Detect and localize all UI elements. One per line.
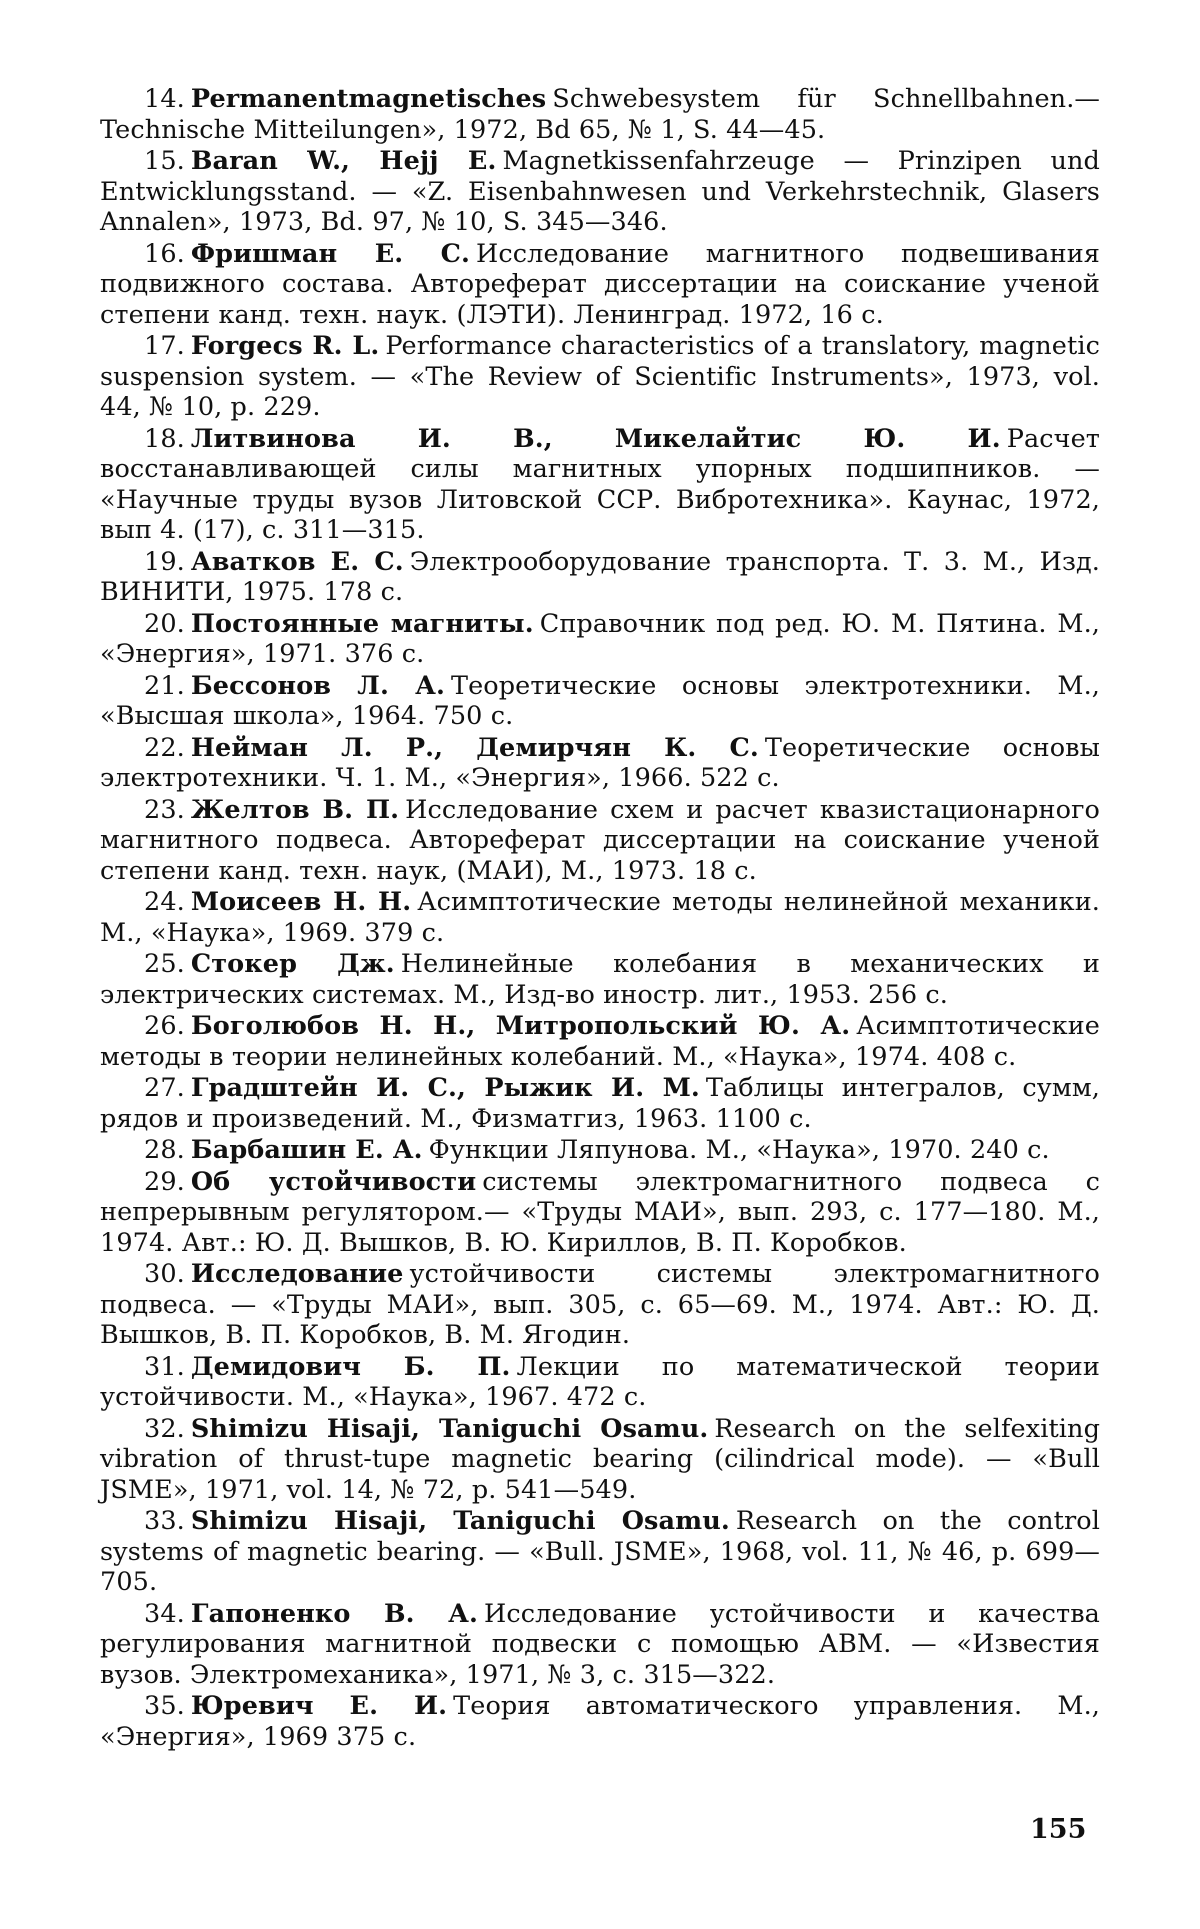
reference-item [100, 609, 1100, 670]
reference-item [100, 1352, 1100, 1413]
reference-number: 30. [144, 1259, 185, 1289]
reference-item [100, 1167, 1100, 1259]
reference-text: Функции Ляпунова. М., «Наука», 1970. 240 с. [429, 1135, 1050, 1165]
reference-authors: Бессонов Л. А. [191, 671, 445, 701]
reference-authors: Гапоненко В. А. [191, 1599, 478, 1629]
reference-item [100, 1691, 1100, 1752]
reference-text: Исследование магнитного подвешивания подвижного состава. Автореферат диссертации на соискание ученой степени канд. техн. наук. (ЛЭТИ). Ленинград. 1972, 16 с. [100, 239, 1100, 330]
reference-item [100, 1259, 1100, 1351]
reference-number: 20. [144, 609, 185, 639]
reference-number: 14. [144, 84, 185, 114]
reference-authors: Shimizu Hisaji, Taniguchi Osamu. [191, 1506, 730, 1536]
reference-item [100, 1599, 1100, 1691]
reference-text: Research on the control systems of magnetic bearing. — «Bull. JSME», 1968, vol. 11, № 46, p. 699—705. [100, 1506, 1100, 1597]
reference-text: Исследование устойчивости и качества регулирования магнитной подвески с помощью АВМ. — «Известия вузов. Электромеханика», 1971, № 3, с. 315—322. [100, 1599, 1100, 1690]
reference-page [100, 84, 1100, 1753]
reference-text: Расчет восстанавливающей силы магнитных упорных подшипников. — «Научные труды вузов Литовской ССР. Вибротехника». Каунас, 1972, вып 4. (17), с. 311—315. [100, 424, 1100, 546]
reference-authors: Нейман Л. Р., Демирчян К. С. [191, 733, 759, 763]
reference-authors: Литвинова И. В., Микелайтис Ю. И. [191, 424, 1001, 454]
reference-number: 19. [144, 547, 185, 577]
reference-authors: Стокер Дж. [191, 949, 395, 979]
reference-text: устойчивости системы электромагнитного подвеса. — «Труды МАИ», вып. 305, с. 65—69. М., 1974. Авт.: Ю. Д. Вышков, В. П. Коробков, В. М. Ягодин. [100, 1259, 1100, 1350]
reference-number: 28. [144, 1135, 185, 1165]
reference-authors: Боголюбов Н. Н., Митропольский Ю. А. [191, 1011, 850, 1041]
reference-item [100, 547, 1100, 608]
reference-authors: Baran W., Hejj E. [191, 146, 497, 176]
reference-number: 21. [144, 671, 185, 701]
reference-text: Теория автоматического управления. М., «Энергия», 1969 375 с. [100, 1691, 1100, 1752]
reference-text: Research on the selfexiting vibration of thrust-tupe magnetic bearing (cilindrical mode). — «Bull JSME», 1971, vol. 14, № 72, p. 541—549. [100, 1414, 1100, 1505]
reference-item [100, 795, 1100, 887]
reference-authors: Постоянные магниты. [191, 609, 534, 639]
reference-authors: Демидович Б. П. [191, 1352, 511, 1382]
reference-authors: Фришман Е. С. [191, 239, 470, 269]
reference-text: Нелинейные колебания в механических и электрических системах. М., Изд-во иностр. лит., 1953. 256 с. [100, 949, 1100, 1010]
reference-authors: Градштейн И. С., Рыжик И. М. [191, 1073, 700, 1103]
reference-text: Таблицы интегралов, сумм, рядов и произведений. М., Физматгиз, 1963. 1100 с. [100, 1073, 1100, 1134]
reference-text: Асимптотические методы нелинейной механики. М., «Наука», 1969. 379 с. [100, 887, 1100, 948]
reference-item [100, 1506, 1100, 1598]
reference-item [100, 1073, 1100, 1134]
reference-item [100, 146, 1100, 238]
reference-number: 32. [144, 1414, 185, 1444]
reference-item [100, 1414, 1100, 1506]
reference-text: Исследование схем и расчет квазистационарного магнитного подвеса. Автореферат диссертации на соискание ученой степени канд. техн. наук, (МАИ), М., 1973. 18 с. [100, 795, 1100, 886]
reference-text: Справочник под ред. Ю. М. Пятина. М., «Энергия», 1971. 376 с. [100, 609, 1100, 670]
reference-text: Теоретические основы электротехники. М., «Высшая школа», 1964. 750 с. [100, 671, 1100, 732]
reference-text: Schwebesystem für Schnellbahnen.— Technische Mitteilungen», 1972, Bd 65, № 1, S. 44—45. [100, 84, 1100, 145]
page-number: 155 [1030, 1814, 1086, 1845]
reference-authors: Желтов В. П. [191, 795, 399, 825]
reference-authors: Барбашин Е. А. [191, 1135, 423, 1165]
reference-item [100, 1135, 1100, 1166]
reference-number: 23. [144, 795, 185, 825]
reference-number: 26. [144, 1011, 185, 1041]
reference-authors: Shimizu Hisaji, Taniguchi Osamu. [191, 1414, 709, 1444]
reference-item [100, 84, 1100, 145]
reference-number: 34. [144, 1599, 185, 1629]
reference-item [100, 887, 1100, 948]
reference-number: 16. [144, 239, 185, 269]
reference-authors: Об устойчивости [191, 1167, 476, 1197]
reference-authors: Permanentmagnetisches [191, 84, 546, 114]
reference-number: 25. [144, 949, 185, 979]
reference-text: системы электромагнитного подвеса с непрерывным регулятором.— «Труды МАИ», вып. 293, с. 177—180. М., 1974. Авт.: Ю. Д. Вышков, В. Ю. Кириллов, В. П. Коробков. [100, 1167, 1100, 1258]
reference-number: 15. [144, 146, 185, 176]
reference-number: 31. [144, 1352, 185, 1382]
reference-authors: Юревич Е. И. [191, 1691, 447, 1721]
reference-item [100, 239, 1100, 331]
reference-text: Magnetkissenfahrzeuge — Prinzipen und Entwicklungsstand. — «Z. Eisenbahnwesen und Verkehrstechnik, Glasers Annalen», 1973, Bd. 97, № 10, S. 345—346. [100, 146, 1100, 237]
reference-authors: Исследование [191, 1259, 404, 1289]
reference-number: 24. [144, 887, 185, 917]
reference-authors: Forgecs R. L. [191, 331, 380, 361]
reference-authors: Аватков Е. С. [191, 547, 404, 577]
reference-text: Лекции по математической теории устойчивости. М., «Наука», 1967. 472 с. [100, 1352, 1100, 1413]
reference-item [100, 1011, 1100, 1072]
reference-item [100, 671, 1100, 732]
reference-number: 29. [144, 1167, 185, 1197]
reference-number: 17. [144, 331, 185, 361]
reference-text: Электрооборудование транспорта. Т. 3. М., Изд. ВИНИТИ, 1975. 178 с. [100, 547, 1100, 608]
reference-number: 18. [144, 424, 185, 454]
reference-authors: Моисеев Н. Н. [191, 887, 411, 917]
reference-item [100, 424, 1100, 546]
reference-number: 22. [144, 733, 185, 763]
reference-number: 33. [144, 1506, 185, 1536]
reference-item [100, 331, 1100, 423]
reference-number: 27. [144, 1073, 185, 1103]
reference-text: Теоретические основы электротехники. Ч. 1. М., «Энергия», 1966. 522 с. [100, 733, 1100, 794]
reference-text: Асимптотические методы в теории нелинейных колебаний. М., «Наука», 1974. 408 с. [100, 1011, 1100, 1072]
reference-item [100, 733, 1100, 794]
reference-item [100, 949, 1100, 1010]
reference-number: 35. [144, 1691, 185, 1721]
reference-text: Performance characteristics of a translatory, magnetic suspension system. — «The Review of Scientific Instruments», 1973, vol. 44, № 10, p. 229. [100, 331, 1100, 422]
reference-list [100, 84, 1100, 1752]
